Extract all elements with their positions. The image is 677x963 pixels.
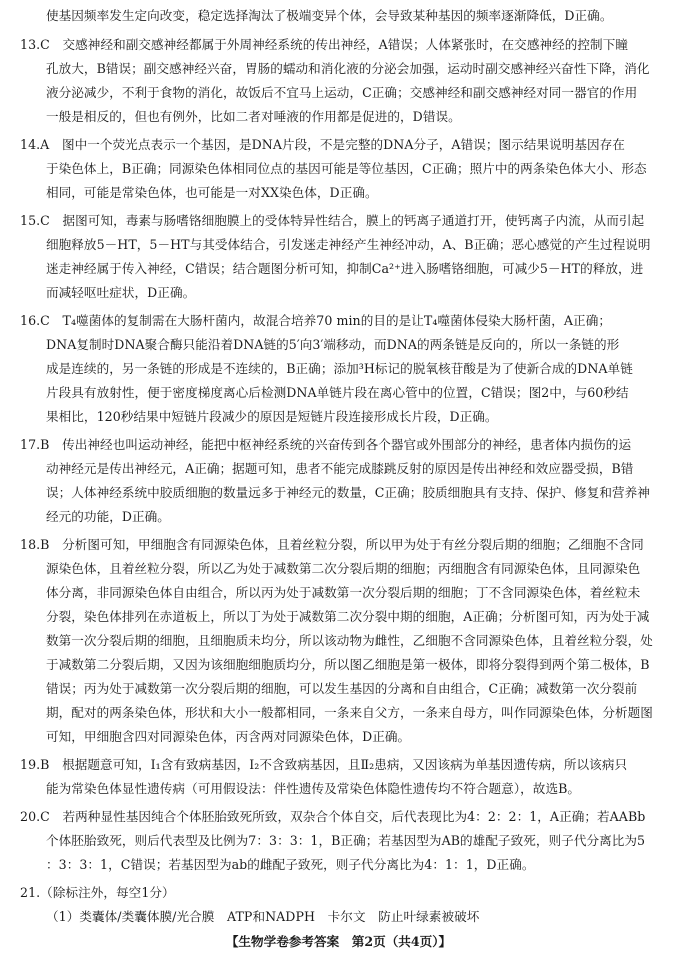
text-line: 数第一次分裂后期的细胞，且细胞质未均分，所以该动物为雌性，乙细胞不含同源染色体，且着丝粒分裂，处 — [46, 633, 653, 648]
text-line: 于减数第二分裂后期，又因为该细胞细胞质均分，所以图乙细胞是第一极体，即将分裂得到两个第二极体，B — [46, 657, 650, 672]
text-line: 于染色体上，B正确；同源染色体相同位点的基因可能是等位基因，C正确；照片中的两条染色体大小、形态 — [46, 161, 647, 176]
text-line: 经元的功能，D正确。 — [46, 509, 170, 524]
text-line: 体分离，非同源染色体自由组合，所以丙为处于减数第一次分裂后期的细胞；丁不含同源染色体，着丝粒未 — [46, 585, 641, 600]
text-line: 个体胚胎致死，则后代表型及比例为7：3：3：1，B正确；若基因型为AB的雄配子致死，则子代分离比为5 — [46, 833, 646, 848]
text-line: 能为常染色体显性遗传病（可用假设法：伴性遗传及常染色体隐性遗传均不符合题意），故选B。 — [46, 781, 581, 796]
text-line: 相同，可能是常染色体，也可能是一对XX染色体，D正确。 — [46, 185, 378, 200]
text-line: （1）类囊体/类囊体膜/光合膜 ATP和NADPH 卡尔文 防止叶绿素被破坏 — [46, 909, 480, 924]
text-line: 17.B 传出神经也叫运动神经，能把中枢神经系统的兴奋传到各个器官或外围部分的神经，患者体内损伤的运 — [20, 437, 632, 452]
text-line: 14.A 图中一个荧光点表示一个基因，是DNA片段，不是完整的DNA分子，A错误；图示结果说明基因存在 — [20, 137, 625, 152]
text-line: 13.C 交感神经和副交感神经都属于外周神经系统的传出神经，A错误；人体紧张时，在交感神经的控制下瞳 — [20, 37, 628, 52]
text-line: 19.B 根据题意可知，Ⅰ₁含有致病基因，Ⅰ₂不含致病基因，且Ⅱ₂患病，又因该病为单基因遗传病，所以该病只 — [20, 757, 628, 772]
text-line: 错误；丙为处于减数第一次分裂后期的细胞，可以发生基因的分离和自由组合，C正确；减数第一次分裂前 — [46, 681, 638, 696]
text-line: 细胞释放5－HT，5－HT与其受体结合，引发迷走神经产生神经冲动，A、B正确；恶心感觉的产生过程说明 — [46, 237, 651, 252]
text-line: ：3：3：1，C错误；若基因型为ab的雌配子致死，则子代分离比为4：1：1，D正确。 — [46, 857, 535, 872]
text-line: 可知，甲细胞含四对同源染色体，丙含两对同源染色体，D正确。 — [46, 729, 411, 744]
text-line: 16.C T₄噬菌体的复制需在大肠杆菌内，故混合培养70 min的目的是让T₄噬菌体侵染大肠杆菌，A正确； — [20, 313, 611, 328]
text-line: 18.B 分析图可知，甲细胞含有同源染色体，且着丝粒分裂，所以甲为处于有丝分裂后期的细胞；乙细胞不含同 — [20, 537, 644, 552]
text-line: 使基因频率发生定向改变，稳定选择淘汰了极端变异个体，会导致某种基因的频率逐渐降低，D正确。 — [46, 8, 613, 23]
text-line: 21.（除标注外，每空1分） — [20, 885, 175, 900]
text-line: 动神经元是传出神经元，A正确；据题可知，患者不能完成膝跳反射的原因是传出神经和效应器受损，B错 — [46, 461, 634, 476]
page-footer: 【生物学卷参考答案 第2页（共4页）】 — [225, 934, 452, 949]
text-line: 一般是相反的，但也有例外，比如二者对唾液的作用都是促进的，D错误。 — [46, 109, 461, 124]
text-line: 迷走神经属于传入神经，C错误；结合题图分析可知，抑制Ca²⁺进入肠嗜铬细胞，可减少5－HT的释放，进 — [46, 261, 644, 276]
text-line: 成是连续的，另一条链的形成是不连续的，B正确；添加³H标记的脱氧核苷酸是为了使新合成的DNA单链 — [46, 361, 633, 376]
text-line: 期，配对的两条染色体，形状和大小一般都相同，一条来自父方，一条来自母方，叫作同源染色体，分析题图 — [46, 705, 653, 720]
text-line: 液分泌减少，不利于食物的消化，故饭后不宜马上运动，C正确；交感神经和副交感神经对同一器官的作用 — [46, 85, 638, 100]
text-line: 15.C 据图可知，毒素与肠嗜铬细胞膜上的受体特异性结合，膜上的钙离子通道打开，使钙离子内流，从而引起 — [20, 213, 645, 228]
text-line: 孔放大，B错误；副交感神经兴奋，胃肠的蠕动和消化液的分泌会加强，运动时副交感神经兴奋性下降，消化 — [46, 61, 650, 76]
text-line: 误；人体神经系统中胶质细胞的数量远多于神经元的数量，C正确；胶质细胞具有支持、保护、修复和营养神 — [46, 485, 650, 500]
text-line: 果相比，120秒结果中短链片段减少的原因是短链片段连接形成长片段，D正确。 — [46, 409, 498, 424]
text-line: 分裂，染色体排列在赤道板上，所以丁为处于减数第二次分裂中期的细胞，A正确；分析图可知，丙为处于减 — [46, 609, 650, 624]
text-line: 源染色体，且着丝粒分裂，所以乙为处于减数第二次分裂后期的细胞；丙细胞含有同源染色体，且同源染色 — [46, 561, 641, 576]
text-line: 片段具有放射性，便于密度梯度离心后检测DNA单链片段在离心管中的位置，C错误；图2中，与60秒结 — [46, 385, 629, 400]
text-line: 20.C 若两种显性基因纯合个体胚胎致死所致，双杂合个体自交，后代表现比为4：2：2：1，A正确；若AABb — [20, 809, 646, 824]
text-line: DNA复制时DNA聚合酶只能沿着DNA链的5′向3′端移动，而DNA的两条链是反向的，所以一条链的形 — [46, 337, 620, 352]
text-line: 而减轻呕吐症状，D正确。 — [46, 285, 196, 300]
